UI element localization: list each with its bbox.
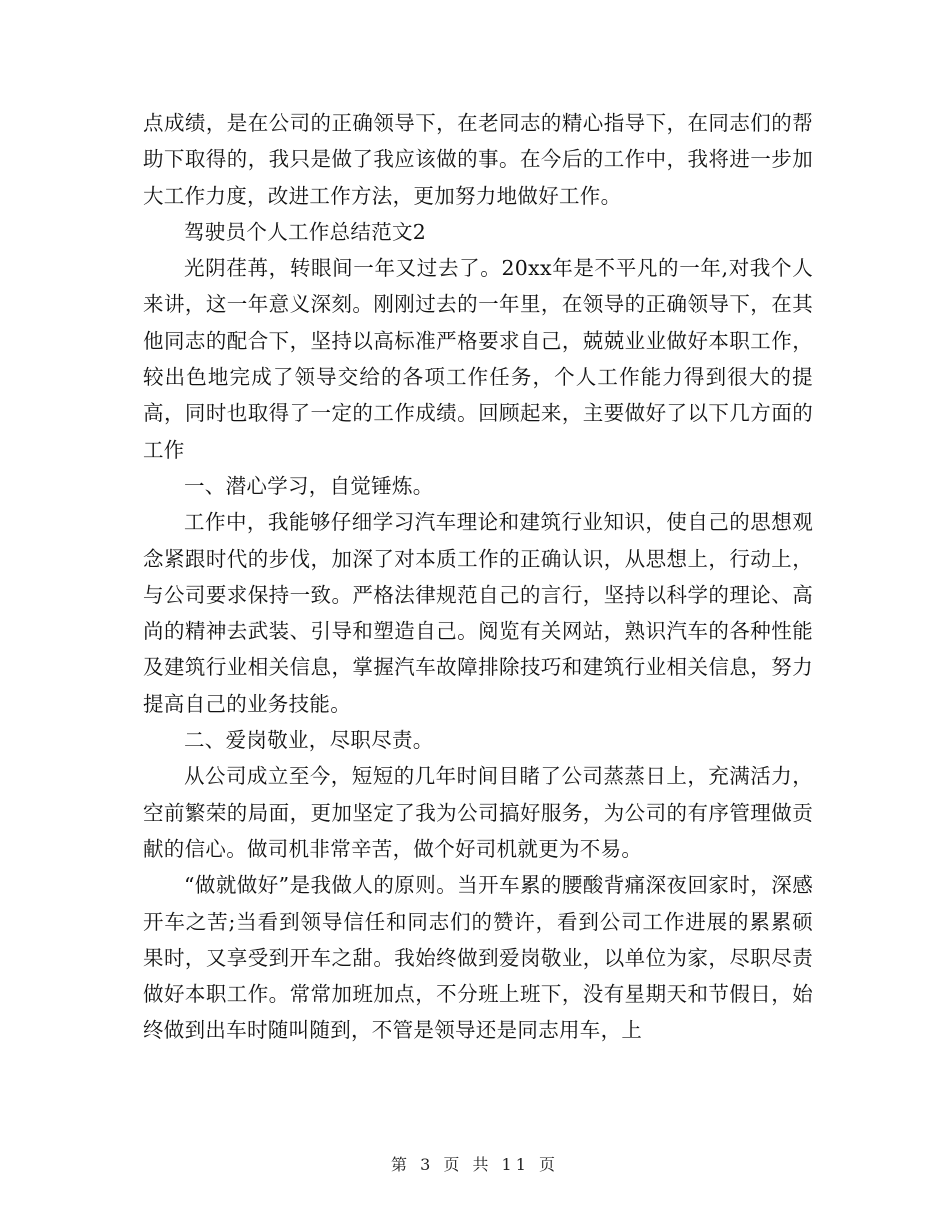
page-number-footer: 第 3 页 共 11 页 (391, 1155, 559, 1174)
paragraph-1: 点成绩，是在公司的正确领导下，在老同志的精心指导下，在同志们的帮助下取得的，我只是做了我应该做的事。在今后的工作中，我将进一步加大工作力度，改进工作方法，更加努力地做好工作。 (143, 111, 813, 208)
heading-study: 一、潜心学习，自觉锤炼。 (184, 473, 434, 498)
paragraph-intro: 光阴荏苒，转眼间一年又过去了。20xx年是不平凡的一年,对我个人来讲，这一年意义深刻。刚刚过去的一年里，在领导的正确领导下，在其他同志的配合下，坚持以高标准严格要求自己，兢兢业业做好本职工作，较出色地完成了领导交给的各项工作任务，个人工作能力得到很大的提高，同时也取得了一定的工作成绩。回顾起来，主要做好了以下几方面的工作 (143, 256, 813, 462)
section-title-example-2: 驾驶员个人工作总结范文2 (184, 219, 427, 244)
heading-dedication: 二、爱岗敬业，尽职尽责。 (184, 728, 434, 753)
paragraph-principle: “做就做好”是我做人的原则。当开车累的腰酸背痛深夜回家时，深感开车之苦;当看到领导信任和同志们的赞许，看到公司工作进展的累累硕果时，又享受到开车之甜。我始终做到爱岗敬业，以单位为家，尽职尽责做好本职工作。常常加班加点，不分班上班下，没有星期天和节假日，始终做到出车时随叫随到，不管是领导还是同志用车，上 (143, 873, 813, 1043)
document-body (143, 105, 813, 1049)
paragraph-company: 从公司成立至今，短短的几年时间目睹了公司蒸蒸日上，充满活力，空前繁荣的局面，更加坚定了我为公司搞好服务，为公司的有序管理做贡献的信心。做司机非常辛苦，做个好司机就更为不易。 (143, 764, 813, 861)
paragraph-study: 工作中，我能够仔细学习汽车理论和建筑行业知识，使自己的思想观念紧跟时代的步伐，加深了对本质工作的正确认识，从思想上，行动上，与公司要求保持一致。严格法律规范自己的言行，坚持以科学的理论、高尚的精神去武装、引导和塑造自己。阅览有关网站，熟识汽车的各种性能及建筑行业相关信息，掌握汽车故障排除技巧和建筑行业相关信息，努力提高自己的业务技能。 (143, 510, 813, 716)
